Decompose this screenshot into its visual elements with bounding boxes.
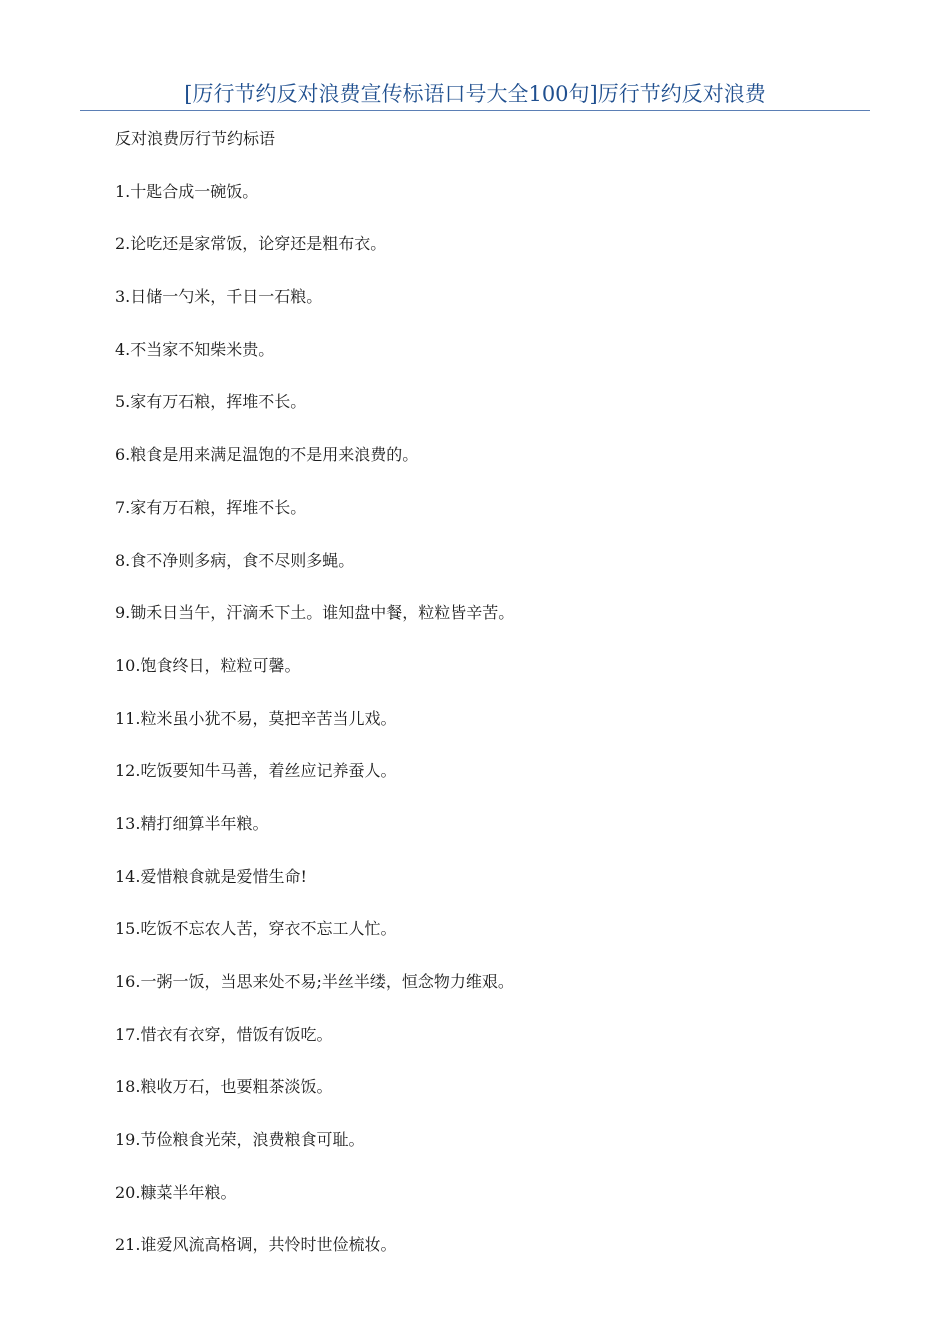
slogan-item: 14.爱惜粮食就是爱惜生命! (115, 866, 307, 886)
page-header (80, 78, 870, 111)
header-title: [厉行节约反对浪费宣传标语口号大全100句]厉行节约反对浪费 (184, 82, 766, 106)
document-body (115, 122, 875, 1281)
slogan-item: 19.节俭粮食光荣，浪费粮食可耻。 (115, 1130, 365, 1150)
slogan-item: 8.食不净则多病，食不尽则多蝇。 (115, 550, 355, 570)
slogan-item: 13.精打细算半年粮。 (115, 813, 269, 833)
slogan-item: 21.谁爱风流高格调，共怜时世俭梳妆。 (115, 1235, 397, 1255)
slogan-item: 15.吃饭不忘农人苦，穿衣不忘工人忙。 (115, 919, 397, 939)
slogan-item: 7.家有万石粮，挥堆不长。 (115, 497, 307, 517)
slogan-item: 2.论吃还是家常饭，论穿还是粗布衣。 (115, 234, 387, 254)
slogan-item: 11.粒米虽小犹不易，莫把辛苦当儿戏。 (115, 708, 397, 728)
slogan-item: 16.一粥一饭，当思来处不易;半丝半缕，恒念物力维艰。 (115, 972, 514, 991)
slogan-item: 12.吃饭要知牛马善，着丝应记养蚕人。 (115, 761, 397, 781)
slogan-item: 9.锄禾日当午，汗滴禾下土。谁知盘中餐，粒粒皆辛苦。 (115, 603, 515, 623)
slogan-item: 17.惜衣有衣穿，惜饭有饭吃。 (115, 1024, 333, 1044)
slogan-item: 6.粮食是用来满足温饱的不是用来浪费的。 (115, 445, 419, 465)
slogan-item: 18.粮收万石，也要粗茶淡饭。 (115, 1077, 333, 1097)
slogan-item: 1.十匙合成一碗饭。 (115, 181, 259, 201)
slogan-item: 20.糠菜半年粮。 (115, 1182, 237, 1202)
slogan-item: 4.不当家不知柴米贵。 (115, 339, 275, 359)
slogan-item: 3.日储一勺米，千日一石粮。 (115, 287, 323, 307)
document-heading: 反对浪费厉行节约标语 (115, 129, 276, 148)
slogan-item: 10.饱食终日，粒粒可馨。 (115, 655, 301, 675)
slogan-item: 5.家有万石粮，挥堆不长。 (115, 392, 307, 412)
